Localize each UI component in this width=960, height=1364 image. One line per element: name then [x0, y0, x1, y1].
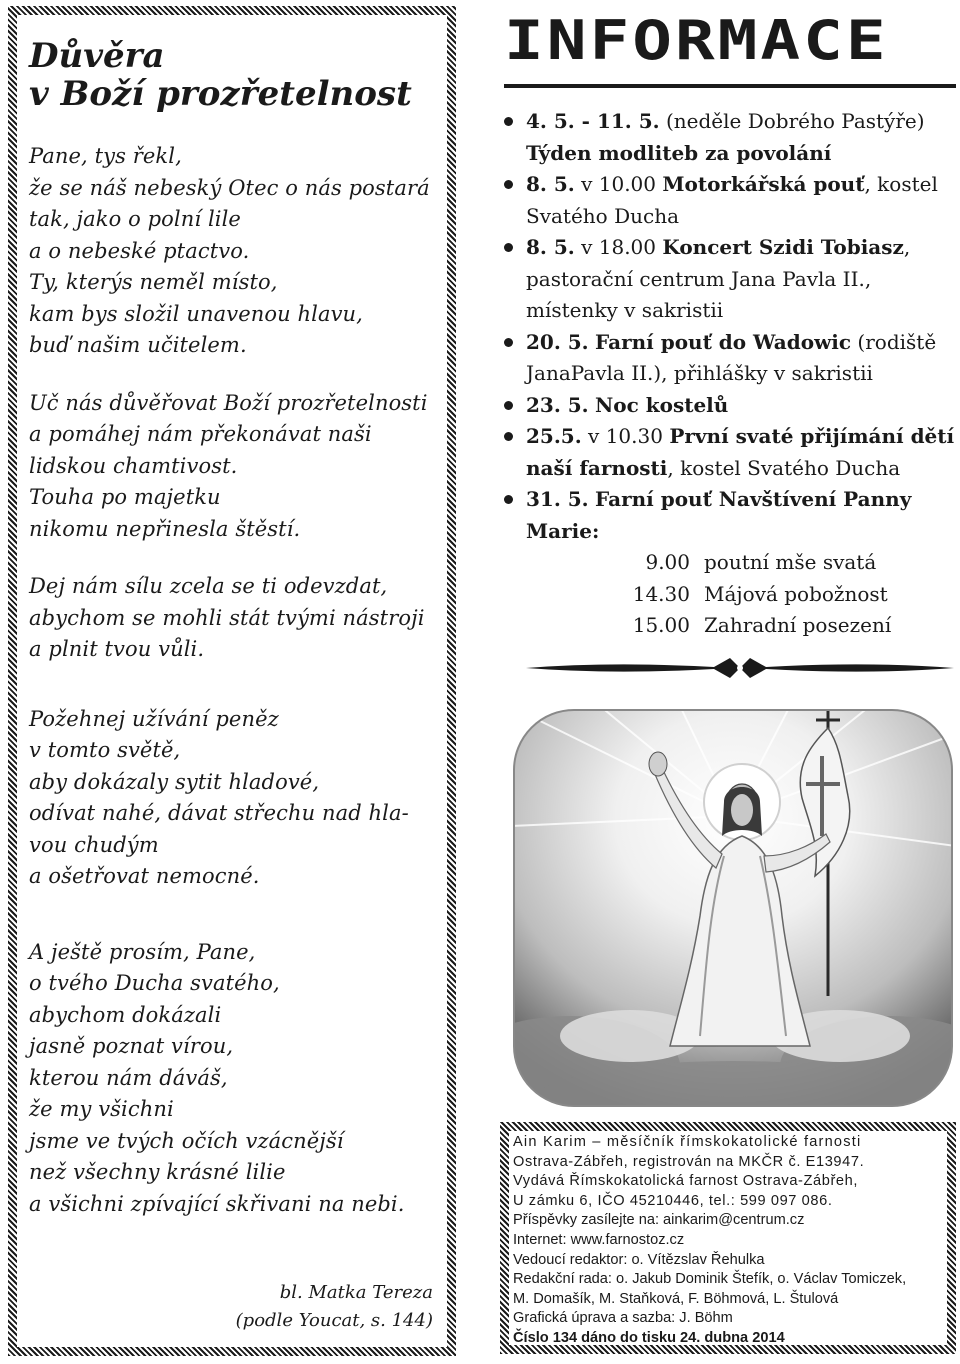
imprint: [500, 1122, 956, 1354]
imprint-line: Vedoucí redaktor: o. Vítězslav Řehulka: [513, 1251, 765, 1268]
list-item: 8. 5. v 10.00 Motorkářská pouť, kostel Svatého Ducha: [500, 169, 958, 232]
poem-stanza-2: Uč nás důvěřovat Boží prozřetelnosti a pomáhej nám překonávat naši lidskou chamtivost. Touha po majetku nikomu nepřinesla štěstí.: [29, 390, 428, 541]
schedule-row: 15.00 Zahradní posezení: [632, 613, 892, 637]
imprint-line: Příspěvky zasílejte na: ainkarim@centrum.cz: [513, 1212, 805, 1229]
flourish-divider: [524, 654, 956, 682]
schedule-row: 9.00 poutní mše svatá: [645, 550, 877, 574]
imprint-line: Internet: www.farnostoz.cz: [513, 1231, 685, 1248]
info-list: [500, 106, 958, 642]
list-item: 8. 5. v 18.00 Koncert Szidi Tobiasz, pastorační centrum Jana Pavla II., místenky v sakristii: [500, 232, 958, 327]
list-item: 25.5. v 10.30 První svaté přijímání dětí naší farnosti, kostel Svatého Ducha: [500, 421, 958, 484]
imprint-line: Grafická úprava a sazba: J. Böhm: [513, 1310, 733, 1327]
poem-signature: [236, 1279, 433, 1335]
imprint-line: Ain Karim – měsíčník římskokatolické farnosti: [513, 1134, 862, 1150]
imprint-line: Redakční rada: o. Jakub Dominik Štefík, o. Václav Tomiczek,: [513, 1271, 907, 1288]
heading-rule: [504, 84, 956, 88]
list-item: 4. 5. - 11. 5. (neděle Dobrého Pastýře) Týden modliteb za povolání: [500, 106, 958, 169]
resurrection-picture: [510, 706, 956, 1110]
list-item: 31. 5. Farní pouť Navštívení Panny Marie: 9.00 poutní mše svatá 14.30 Májová pobožnost 15.00 Zahradní posezení: [500, 484, 958, 642]
pilgrimage-schedule: [618, 547, 958, 642]
imprint-line: U zámku 6, IČO 45210446, tel.: 599 097 086.: [513, 1192, 833, 1209]
imprint-line: M. Domašík, M. Staňková, F. Böhmová, L. Štulová: [513, 1290, 839, 1307]
list-item: 20. 5. Farní pouť do Wadowic (rodiště JanaPavla II.), přihlášky v sakristii: [500, 327, 958, 390]
poem-stanza-3: Dej nám sílu zcela se ti odevzdat, abychom se mohli stát tvými nástroji a plnit tvou vůli.: [29, 574, 425, 661]
poem-title: Důvěra v Boží prozřetelnost: [29, 36, 412, 114]
poem-author: bl. Matka Tereza: [279, 1282, 433, 1303]
imprint-line: Vydává Římskokatolická farnost Ostrava-Zábřeh,: [513, 1173, 858, 1190]
poem-stanza-5: A ještě prosím, Pane, o tvého Ducha svatého, abychom dokázali jasně poznat vírou, kterou nám dáváš, že my všichni jsme ve tvých očích vzácnější než všechny krásné lilie a všichni zpívající skřivani na nebi.: [29, 939, 405, 1216]
poem: [29, 29, 441, 1246]
poem-stanza-1: Pane, tys řekl, že se náš nebeský Otec o nás postará tak, jako o polní lile a o nebeské ptactvo. Ty, kterýs neměl místo, kam bys složil unavenou hlavu, buď našim učitelem.: [29, 144, 430, 357]
poem-stanza-4: Požehnej užívání peněz v tomto světě, aby dokázaly sytit hladové, odívat nahé, dávat střechu nad hla- vou chudým a ošetřovat nemocné.: [29, 706, 409, 888]
list-item: 23. 5. Noc kostelů: [500, 390, 958, 422]
schedule-row: 14.30 Májová pobožnost: [632, 581, 888, 606]
imprint-line: Číslo 134 dáno do tisku 24. dubna 2014: [513, 1329, 785, 1346]
info-heading: INFORMACE: [504, 9, 889, 73]
poem-source: (podle Youcat, s. 144): [235, 1310, 433, 1331]
poem-frame: [8, 6, 456, 1356]
imprint-line: Ostrava-Zábřeh, registrován na MKČR č. E13947.: [513, 1153, 865, 1170]
